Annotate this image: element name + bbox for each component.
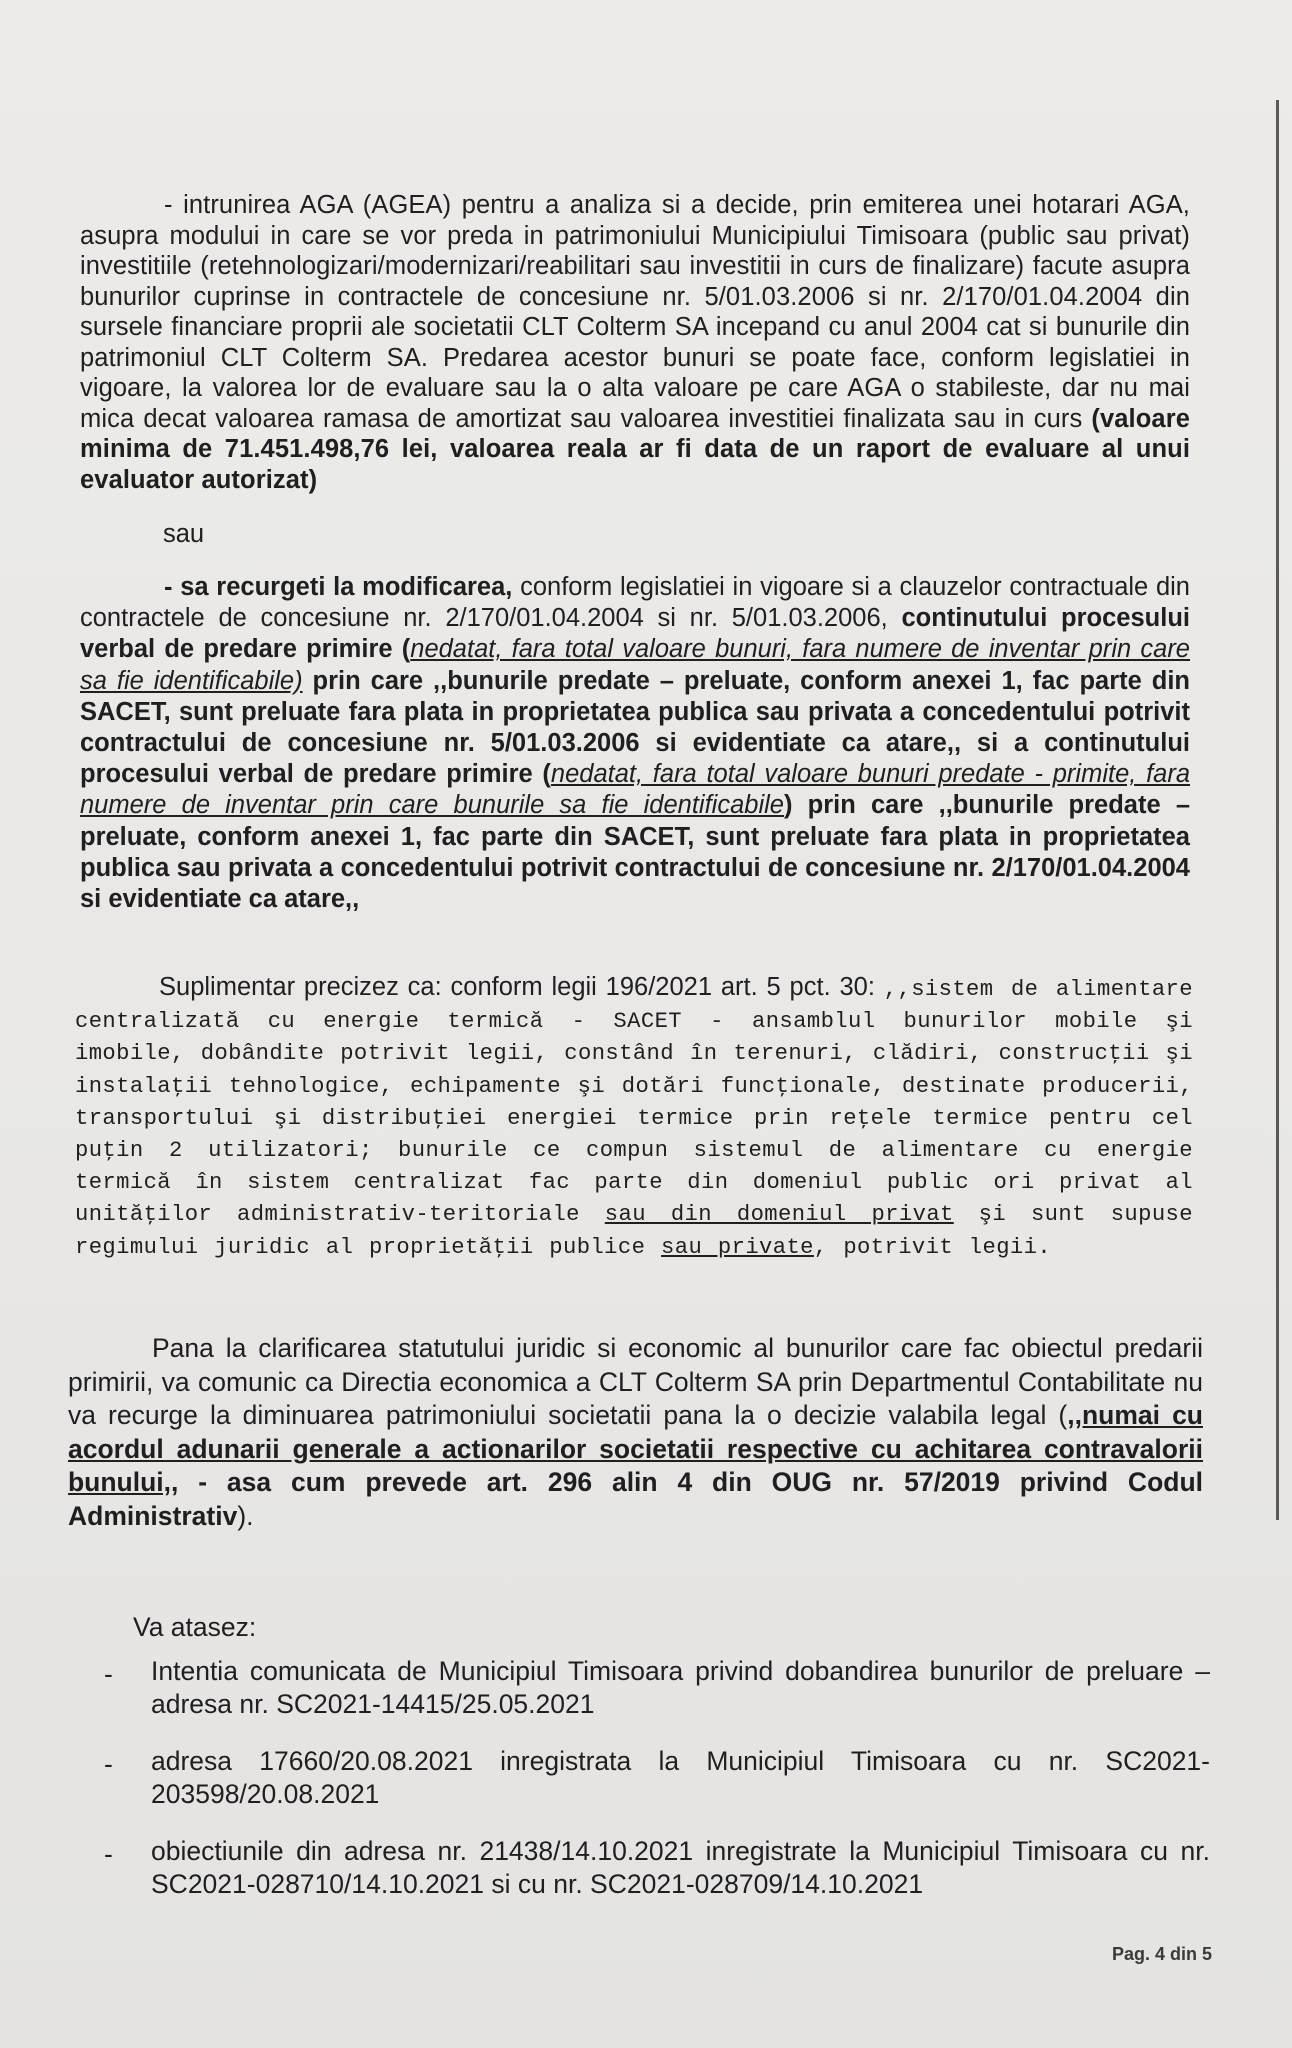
clarificare-text: Pana la clarificarea statutului juridic si economic al bunurilor care fac obiectul predarii primirii, va comunic ca Directia economica a CLT Colterm SA prin Departmentul Contabilitate nu va recurge la diminuarea patrimoniului societatii pana la o decizie valabila legal ( <box>68 1333 1203 1430</box>
lege-quote-2: sau din domeniul privat <box>604 1202 954 1228</box>
modificare-quote-1: prin care ,,bunurile predate – preluate, conform anexei 1, fac parte din SACET, sunt preluate fara plata in proprietatea publica sau privata a concedentului potrivit contractului de concesiune nr. 5/01.03.2006 si evidentiate ca atare,, si a continutului procesului verbal de predare primire ( <box>80 666 1190 789</box>
attachments-heading: Va atasez: <box>133 1612 257 1642</box>
modificare-lead: - sa recurgeti la modificarea, <box>164 573 513 601</box>
paragraph-lege <box>75 972 1193 1262</box>
paragraph-clarificare <box>68 1332 1203 1533</box>
lege-quote-1: ,,sistem de alimentare centralizată cu energie termică - SACET - ansamblul bunurilor mobile şi imobile, dobândite potrivit legii, constând în terenuri, clădiri, construcţii şi instalaţii tehnologice, echipamente şi dotări funcţionale, destinate producerii, transportului şi distribuţiei energiei termice prin reţele termice pentru cel puţin 2 utilizatori; bunurile ce compun sistemul de alimentare cu energie termică în sistem centralizat fac parte din domeniul public ori privat al unităţilor administrativ-teritoriale <box>75 977 1193 1228</box>
modificare-pv-1: continutului procesului verbal de predare primire <box>80 604 1190 664</box>
modificare-note-2: nedatat, fara total valoare bunuri predate - primite, fara numere de inventar prin care bunurile sa fie identificabile <box>80 760 1191 820</box>
list-item: - Intentia comunicata de Municipiul Timisoara privind dobandirea bunurilor de preluare – adresa nr. SC2021-14415/25.05.2021 <box>104 1656 1210 1719</box>
attachment-text: adresa 17660/20.08.2021 inregistrata la Municipiul Timisoara cu nr. SC2021-203598/20.08.2021 <box>151 1746 1210 1809</box>
paragraph-modificare <box>80 572 1190 915</box>
lege-lead: Suplimentar precizez ca: conform legii 196/2021 art. 5 pct. 30: <box>159 973 884 1001</box>
clarificare-quote: ,,numai cu acordul adunarii generale a actionarilor societatii respective cu achitarea contravalorii bunului,, <box>68 1400 1203 1497</box>
modificare-quote-2: ) prin care ,,bunurile predate – preluate, conform anexei 1, fac parte din SACET, sunt preluate fara plata in proprietatea publica sau privata a concedentului potrivit contractului de concesiune nr. 2/170/01.04.2004 si evidentiate ca atare,, <box>80 791 1191 914</box>
modificare-note-1: nedatat, fara total valoare bunuri, fara numere de inventar prin care sa fie identificabile) <box>80 635 1190 695</box>
modificare-text: conform legislatiei in vigoare si a clauzelor contractuale din contractele de concesiune nr. 2/170/01.04.2004 si nr. 5/01.03.2006, <box>80 573 1190 633</box>
list-item: - obiectiunile din adresa nr. 21438/14.10.2021 inregistrate la Municipiul Timisoara cu nr. SC2021-028710/14.10.2021 si cu nr. SC2021-028709/14.10.2021 <box>104 1836 1210 1899</box>
modificare-paren-open: ( <box>392 635 411 664</box>
page-number: Pag. 4 din 5 <box>1112 1944 1213 1964</box>
aga-text: - intrunirea AGA (AGEA) pentru a analiza si a decide, prin emiterea unei hotarari AGA, asupra modului in care se vor preda in patrimoniului Municipiului Timisoara (public sau privat) investitiile (retehnologizari/modernizari/reabilitari sau investitii in curs de finalizare) facute asupra bunurilor cuprinse in contractele de concesiune nr. 5/01.03.2006 si nr. 2/170/01.04.2004 din sursele financiare proprii ale societatii CLT Colterm SA incepand cu anul 2004 cat si bunurile din patrimoniul CLT Colterm SA. Predarea acestor bunuri se poate face, conform legislatiei in vigoare, la valorea lor de evaluare sau la o alta valoare pe care AGA o stabileste, dar nu mai mica decat valoarea ramasa de amortizat sau valoarea investitiei finalizata sau in curs <box>80 191 1190 433</box>
aga-value-note: (valoare minima de 71.451.498,76 lei, valoarea reala ar fi data de un raport de evaluare al unui evaluator autorizat) <box>80 404 1190 494</box>
attachment-text: Intentia comunicata de Municipiul Timisoara privind dobandirea bunurilor de preluare – adresa nr. SC2021-14415/25.05.2021 <box>151 1656 1210 1719</box>
clarificare-ref: - asa cum prevede art. 296 alin 4 din OUG nr. 57/2019 privind Codul Administrativ <box>68 1467 1203 1531</box>
conjunction-sau: sau <box>163 520 205 548</box>
lege-quote-5: , potrivit legii. <box>813 1234 1052 1260</box>
clarificare-close: ). <box>237 1500 254 1531</box>
lege-quote-4: sau private <box>661 1234 814 1260</box>
attachments-list <box>100 1655 1210 1925</box>
binding-edge <box>1276 100 1279 1520</box>
lege-quote-3: şi sunt supuse regimului juridic al proprietăţii publice <box>75 1202 1193 1260</box>
paragraph-aga <box>80 190 1190 495</box>
list-item: - adresa 17660/20.08.2021 inregistrata la Municipiul Timisoara cu nr. SC2021-203598/20.08.2021 <box>104 1746 1210 1809</box>
attachment-text: obiectiunile din adresa nr. 21438/14.10.2021 inregistrate la Municipiul Timisoara cu nr. SC2021-028710/14.10.2021 si cu nr. SC2021-028709/14.10.2021 <box>151 1836 1210 1899</box>
